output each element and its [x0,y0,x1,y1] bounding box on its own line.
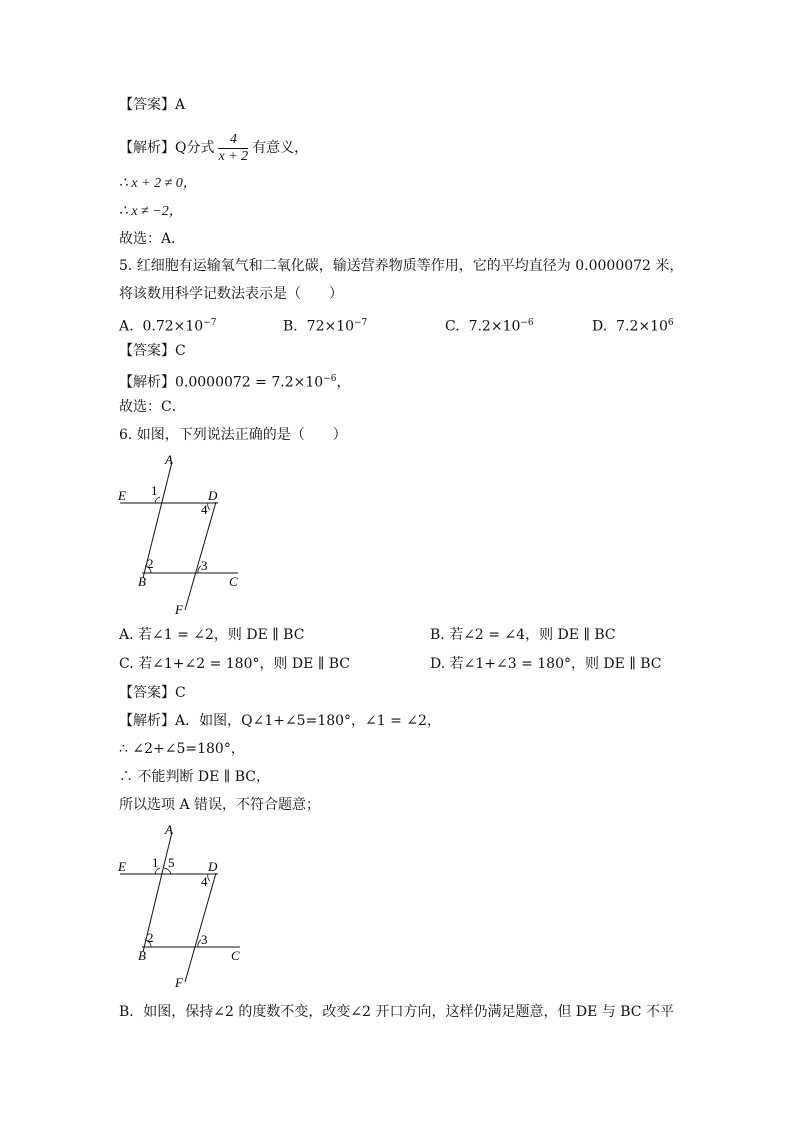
label-c: C [231,948,240,963]
label-4: 4 [201,502,208,517]
label-5: 5 [168,855,175,870]
q6-analysis-1: 【解析】A．如图，Q∠1+∠5=180°，∠1 = ∠2， [119,713,441,729]
label-3: 3 [201,558,208,573]
q4-analysis-suffix: 有意义， [252,140,309,156]
q4-step1: ∴ x + 2 ≠ 0， [119,176,197,191]
q4-analysis-prefix: 【解析】Q分式 [119,140,215,156]
line-df [185,873,216,982]
q4-analysis [119,128,308,168]
q6-option-a: A. 若∠1 = ∠2，则 DE ∥ BC [119,627,305,643]
label-d: D [208,488,218,503]
q4-choice: 故选：A． [119,231,186,247]
q5-option-a-value: 0.72×10 [142,318,204,335]
q5-option-d-value: 7.2×10 [616,318,668,335]
label-d: D [208,859,218,874]
q5-option-b-label: B. [283,318,298,335]
q5-option-b-exp: −7 [354,318,368,328]
label-b: B [138,948,146,963]
label-1: 1 [152,855,159,870]
label-a: A [165,822,173,837]
q5-stem-line2: 将该数用科学记数法表示是（ ） [119,286,343,302]
label-c: C [229,574,238,589]
label-1: 1 [151,483,158,498]
q6-option-b: B. 若∠2 = ∠4，则 DE ∥ BC [430,627,616,643]
q6-analysis-4: 所以选项 A 错误，不符合题意； [119,797,321,813]
q5-option-c-exp: −6 [520,318,534,328]
label-3: 3 [201,932,208,947]
label-2: 2 [147,930,154,945]
q6-option-c: C. 若∠1+∠2 = 180°，则 DE ∥ BC [119,656,350,672]
q6-stem: 6. 如图，下列说法正确的是（ ） [119,427,347,443]
q5-option-a-exp: −7 [203,318,217,328]
q6-answer: 【答案】C [119,685,186,701]
q5-option-d-exp: 6 [667,318,674,328]
q5-analysis-text: 【解析】0.0000072 = 7.2×10 [119,374,324,391]
q5-option-d [592,313,674,337]
q5-option-d-label: D. [592,318,608,335]
q4-step2: ∴ x ≠ −2， [119,204,183,219]
q5-option-b-value: 72×10 [306,318,355,335]
q4-fraction [218,132,248,165]
angle-4-arc [208,503,210,510]
q4-answer: 【答案】A [119,97,186,113]
line-df [185,502,216,610]
q4-frac-numerator: 4 [218,132,248,149]
label-a: A [165,452,173,467]
label-e: E [118,488,126,503]
q6-analysis-5: B．如图，保持∠2 的度数不变，改变∠2 开口方向，这样仍满足题意，但 DE 与 BC 不平 [119,1004,674,1020]
q5-option-a [119,313,216,337]
label-f: F [175,602,183,617]
q5-analysis [119,369,350,393]
q4-frac-denominator: x + 2 [218,148,249,164]
label-2: 2 [147,556,154,571]
q5-option-c [445,313,534,337]
q6-analysis-3: ∴ 不能判断 DE ∥ BC， [119,769,270,785]
angle-4-arc [208,874,210,881]
label-e: E [118,859,126,874]
q6-figure-1 [112,450,252,620]
label-f: F [175,975,183,990]
q5-option-c-label: C. [445,318,460,335]
label-b: B [138,574,146,589]
q5-choice: 故选：C． [119,399,186,415]
q5-answer: 【答案】C [119,343,186,359]
q5-option-b [283,313,367,337]
q5-analysis-exp: −6 [323,374,337,384]
q5-option-c-value: 7.2×10 [468,318,521,335]
q5-stem-line1: 5. 红细胞有运输氧气和二氧化碳，输送营养物质等作用，它的平均直径为 0.0000072 米， [119,258,684,274]
q6-figure-2 [112,820,252,992]
q5-option-a-label: A. [119,318,134,335]
label-4: 4 [201,874,208,889]
q6-analysis-2: ∴ ∠2+∠5=180°， [119,741,245,757]
q6-option-d: D. 若∠1+∠3 = 180°，则 DE ∥ BC [430,656,662,672]
q5-analysis-end: ， [336,374,351,391]
